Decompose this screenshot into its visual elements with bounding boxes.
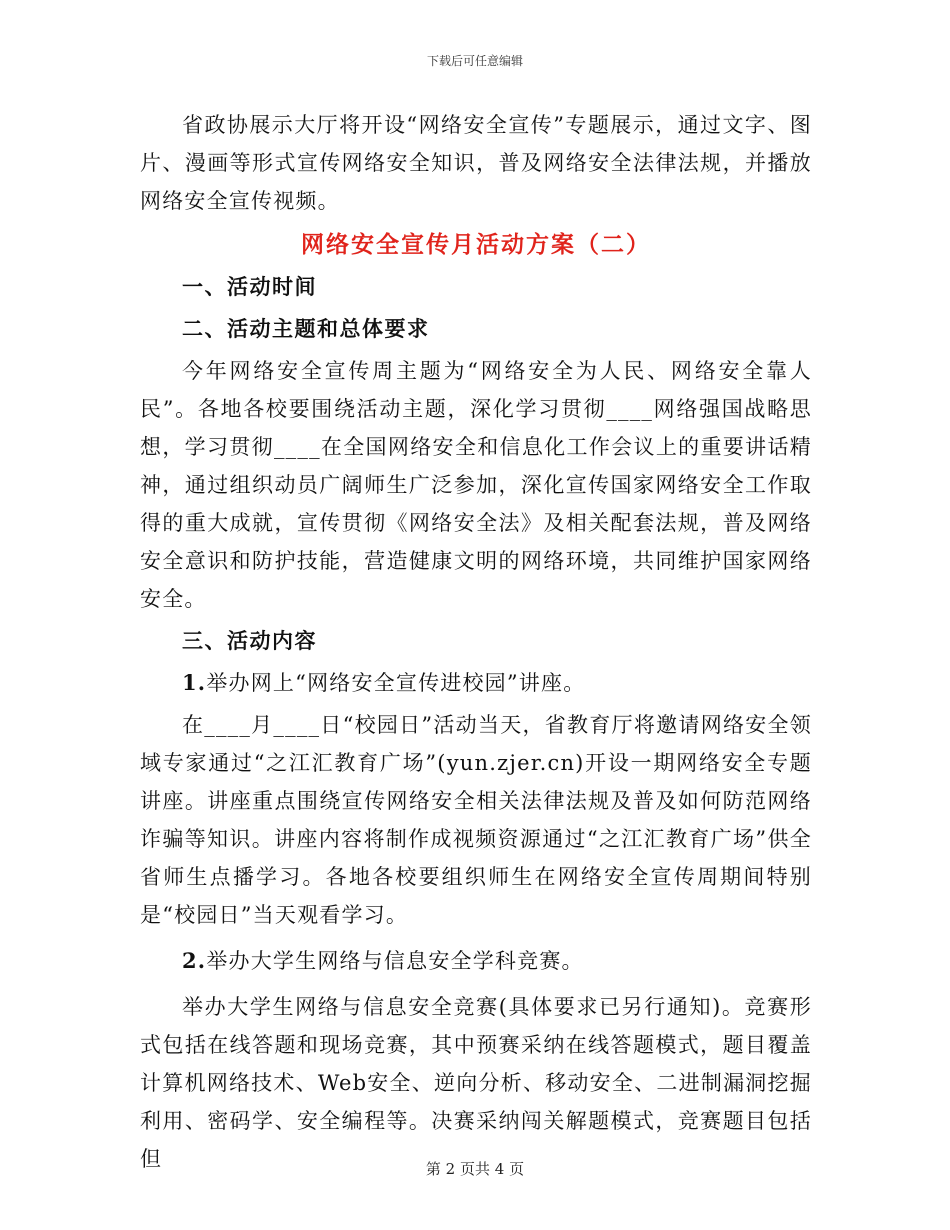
document-title: 网络安全宣传月活动方案（二） (301, 232, 651, 258)
intro-paragraph: 省政协展示大厅将开设“网络安全宣传”专题展示，通过文字、图片、漫画等形式宣传网络安全知识，普及网络安全法律法规，并播放网络安全宣传视频。 (140, 113, 812, 213)
item-heading-lecture (140, 664, 812, 702)
item-number: 2. (182, 948, 207, 973)
header-note: 下载后可任意编辑 (426, 54, 523, 68)
section-heading-content: 三、活动内容 (182, 629, 317, 653)
theme-paragraph: 今年网络安全宣传周主题为“网络安全为人民、网络安全靠人民”。各地各校要围绕活动主题，深化学习贯彻____网络强国战略思想，学习贯彻____在全国网络安全和信息化工作会议上的重要讲话精神，通过组织动员广阔师生广泛参加，深化宣传国家网络安全工作取得的重大成就，宣传贯彻《网络安全法》及相关配套法规，普及网络安全意识和防护技能，营造健康文明的网络环境，共同维护国家网络安全。 (140, 359, 812, 611)
item-heading-text: 举办网上“网络安全宣传进校园”讲座。 (206, 671, 586, 695)
section-heading-time: 一、活动时间 (182, 275, 317, 299)
item-heading-text: 举办大学生网络与信息安全学科竞赛。 (206, 949, 584, 973)
item-number: 1. (182, 670, 207, 695)
lecture-paragraph: 在____月____日“校园日”活动当天，省教育厅将邀请网络安全领域专家通过“之江汇教育广场”(yun.zjer.cn)开设一期网络安全专题讲座。讲座重点围绕宣传网络安全相关法律法规及普及如何防范网络诈骗等知识。讲座内容将制作成视频资源通过“之江汇教育广场”供全省师生点播学习。各地各校要组织师生在网络安全宣传周期间特别是“校园日”当天观看学习。 (140, 713, 812, 927)
item-heading-competition (140, 942, 812, 980)
competition-paragraph: 举办大学生网络与信息安全竞赛(具体要求已另行通知)。竞赛形式包括在线答题和现场竞赛，其中预赛采纳在线答题模式，题目覆盖计算机网络技术、Web安全、逆向分析、移动安全、二进制漏洞挖掘利用、密码学、安全编程等。决赛采纳闯关解题模式，竞赛题目包括但 (140, 995, 812, 1171)
document-body (140, 106, 812, 1178)
page-number: 第 2 页共 4 页 (425, 1160, 525, 1178)
section-heading-theme: 二、活动主题和总体要求 (182, 317, 430, 341)
